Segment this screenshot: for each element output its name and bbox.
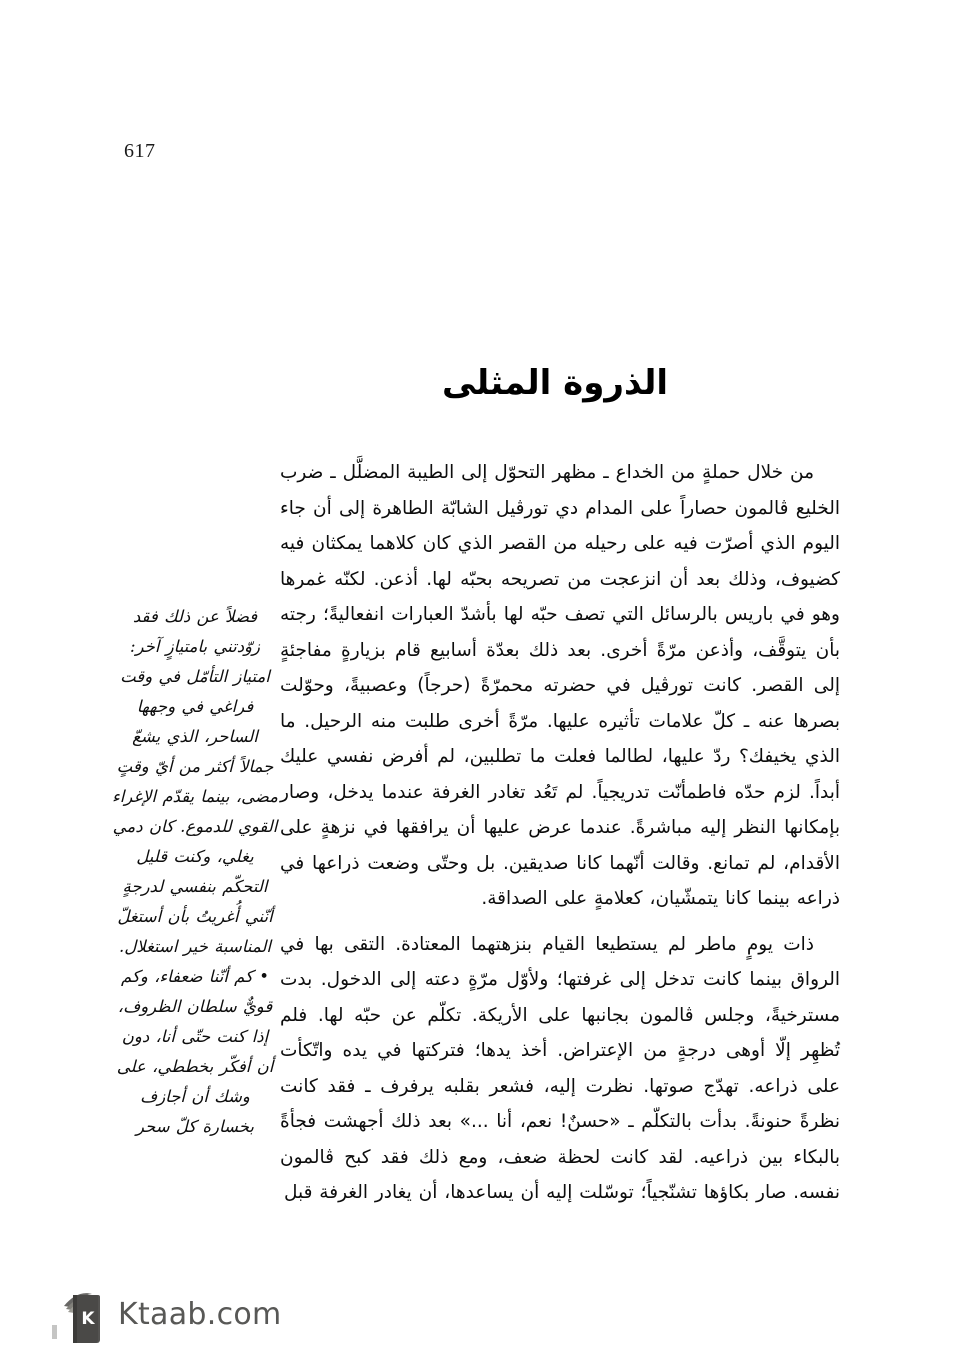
watermark-tick [52,1325,57,1339]
watermark-label: Ktaab.com [118,1296,282,1332]
chapter-title: الذروة المثلى [441,362,669,403]
page-number: 617 [124,140,156,162]
margin-note-text: فضلاً عن ذلك فقد زوّدتني بامتيازٍ آخر: امتياز التأمّل في وقت فراغي في وجهها الساحر، الذي يشعّ جمالاً أكثر من أيّ وقتٍ مضى، بينما يقدّم الإغراء القوي للدموع. كان دمي يغلي، وكنت قليل التحكّم بنفسي لدرجةٍ أنّني أُغريتُ بأن أستغلّ المناسبة خير استغلال. • كم أنّنا ضعفاء، وكم قويٌّ سلطان الظروف، إذا كنت حتّى أنا، دون أن أفكّر بخططي، على وشك أن أجازف بخسارة كلّ سحر [112,607,278,1136]
margin-note [112,602,278,1142]
book-letter: K [81,1309,95,1329]
body-paragraph-2: ذات يومٍ ماطر لم يستطيعا القيام بنزهتهما المعتادة. التقى بها في الرواق بينما كانت تدخل إلى غرفتها؛ ولأوّل مرّةٍ دعته إلى الدخول. بدت مسترخيةً، وجلس ڤالمون بجانبها على الأريكة. تكلّم عن حبّه لها. فلم تُظهِر إلّا أوهى درجةٍ من الإعتراض. أخذ يدها؛ فتركتها في يده واتّكأت على ذراعه. تهدّج صوتها. نظرت إليه، فشعر بقلبه يرفرف ـ فقد كانت نظرةً حنونةً. بدأت بالتكلّم ـ «حسنٌ! نعم، أنا ...» بعد ذلك أجهشت فجأةً بالبكاء بين ذراعيه. لقد كانت لحظة ضعف، ومع ذلك فقد كبح ڤالمون نفسه. صار بكاؤها تشنّجياً؛ توسّلت إليه أن يساعدها، أن يغادر الغرفة قبل [280,933,840,1203]
body-text-column [280,455,840,1211]
book-icon [62,1285,108,1343]
body-paragraph-1: من خلال حملةٍ من الخداع ـ مظهر التحوّل إلى الطيبة المضلَّل ـ ضرب الخليع ڤالمون حصاراً على المدام دي تورڤيل الشابّة الطاهرة إلى أن جاء اليوم الذي أصرّت فيه على رحيله من القصر الذي كان كلاهما يمكثان فيه كضيوف، وذلك بعد أن انزعجت من تصريحه بحبّه لها. أذعن. لكنّه غمرها وهو في باريس بالرسائل التي تصف حبّه لها بأشدّ العبارات انفعاليةً؛ رجته بأن يتوقَّف، وأذعن مرّةً أخرى. بعد ذلك بعدّة أسابيع قام بزيارةٍ مفاجئةٍ إلى القصر. كانت تورڤيل في حضرته محمرّةً (حرجاً) وعصبيةً، وحوّلت بصرها عنه ـ كلّ علامات تأثيره عليها. مرّةً أخرى طلبت منه الرحيل. ما الذي يخيفك؟ ردّ عليها، لطالما فعلت ما تطلبين، لم أفرض نفسي عليك أبداً. لزم حدّه فاطمأنّت تدريجياً. لم تَعُد تغادر الغرفة عندما يدخل، وصار بإمكانها النظر إليه مباشرةً. عندما عرض عليها أن يرافقها في نزهةٍ على الأقدام، لم تمانع. وقالت أنّهما كانا صديقين. بل وحتّى وضعت ذراعها في ذراعه بينما كانا يتمشّيان، كعلامةٍ على الصداقة. [280,462,840,909]
site-watermark [62,1285,282,1343]
